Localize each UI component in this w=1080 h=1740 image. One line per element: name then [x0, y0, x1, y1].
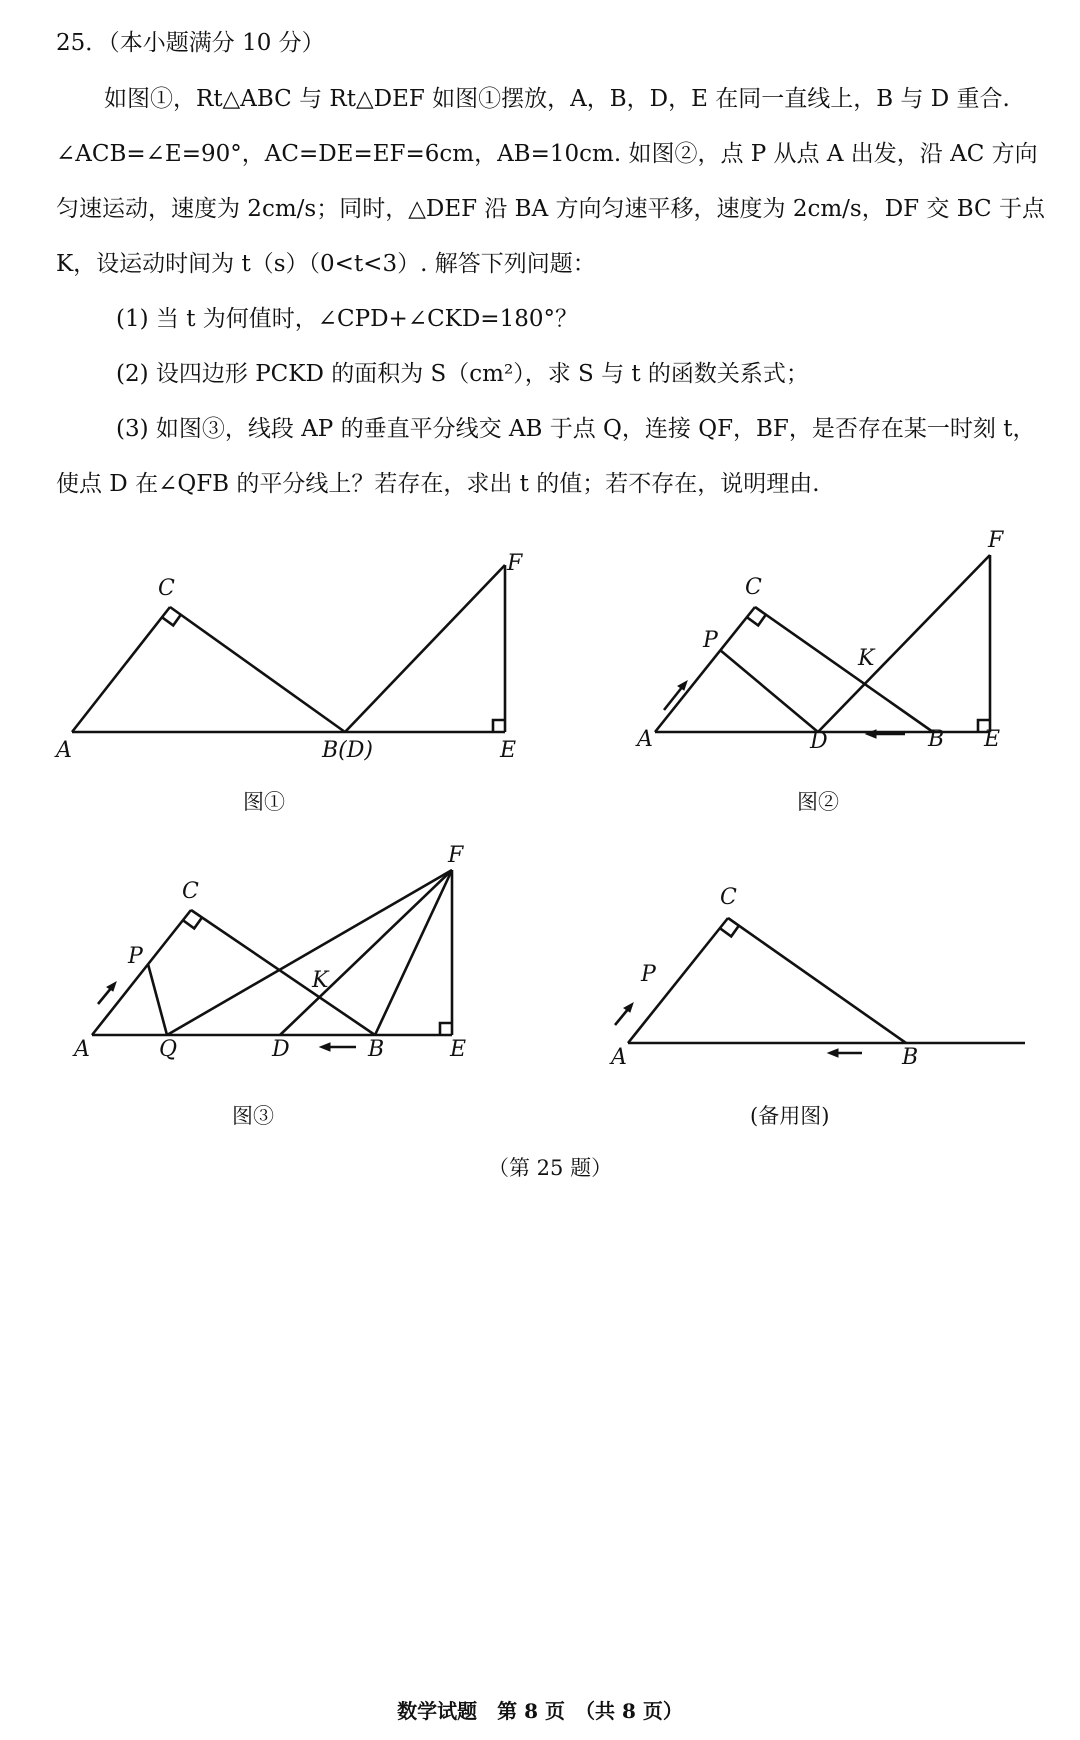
- label-B: B(D): [322, 738, 373, 763]
- motion-arrow-P-shaft: [615, 1008, 629, 1025]
- label-B: B: [928, 727, 945, 752]
- segment-PD: [720, 650, 818, 732]
- label-F: F: [448, 843, 464, 868]
- sub-question-2: (2) 设四边形 PCKD 的面积为 S（cm²），求 S 与 t 的函数关系式；: [116, 361, 809, 387]
- label-A: A: [637, 727, 653, 752]
- label-C: C: [182, 879, 199, 904]
- figure-2-caption: 图②: [797, 790, 839, 814]
- question-heading: 25．（本小题满分 10 分）: [56, 30, 325, 56]
- right-angle-mark-C: [747, 615, 765, 626]
- question-paragraph: 如图①，Rt△ABC 与 Rt△DEF 如图①摆放，A，B，D，E 在同一直线上，B 与 D 重合. ∠ACB=∠E=90°，AC=DE=EF=6cm，AB=10cm. 如图②，点 P 从点 A 出发，沿 AC 方向匀速运动，速度为 2cm/s；同时，△DEF 沿 BA 方向匀速平移，速度为 2cm/s，DF 交 BC 于点 K，设运动时间为 t（s）（0<t<3）. 解答下列问题：: [56, 86, 1045, 277]
- label-C: C: [720, 885, 737, 910]
- label-A: A: [611, 1045, 627, 1070]
- label-B: B: [902, 1045, 919, 1070]
- label-Q: Q: [159, 1037, 178, 1062]
- label-A: A: [56, 738, 72, 763]
- segment-DF: [818, 555, 990, 732]
- motion-arrow-P-shaft: [664, 686, 683, 710]
- label-E: E: [984, 727, 1001, 752]
- label-K: K: [858, 646, 875, 671]
- segment-CB: [755, 607, 933, 732]
- label-F: F: [988, 528, 1004, 553]
- label-E: E: [450, 1037, 467, 1062]
- label-C: C: [745, 575, 762, 600]
- sub-question-3: (3) 如图③，线段 AP 的垂直平分线交 AB 于点 Q，连接 QF，BF，是否存在某一时刻 t，使点 D 在∠QFB 的平分线上？若存在，求出 t 的值；若不存在，说明理由.: [56, 416, 1036, 497]
- label-B: B: [368, 1037, 385, 1062]
- right-angle-mark-C: [720, 926, 738, 937]
- label-E: E: [500, 738, 517, 763]
- sub-question-1: (1) 当 t 为何值时，∠CPD+∠CKD=180°？: [116, 306, 578, 332]
- label-P: P: [703, 628, 718, 653]
- label-D: D: [272, 1037, 290, 1062]
- label-C: C: [158, 576, 175, 601]
- segment-AC: [655, 607, 755, 732]
- figure-1-caption: 图①: [243, 790, 285, 814]
- figure-2: [0, 520, 1080, 760]
- motion-arrow-shift-head: [828, 1049, 838, 1057]
- figure-4-caption: (备用图): [750, 1104, 830, 1128]
- label-K: K: [312, 968, 329, 993]
- figure-3-caption: 图③: [232, 1104, 274, 1128]
- label-A: A: [74, 1037, 90, 1062]
- label-P: P: [128, 944, 143, 969]
- figure-group-caption: （第 25 题）: [488, 1156, 613, 1180]
- label-P: P: [641, 962, 656, 987]
- label-D: D: [810, 729, 828, 754]
- segment-CB: [728, 918, 906, 1043]
- page-footer: 数学试题 第 8 页 （共 8 页）: [397, 1699, 683, 1723]
- figure-4: [0, 860, 1080, 1080]
- label-F: F: [507, 551, 523, 576]
